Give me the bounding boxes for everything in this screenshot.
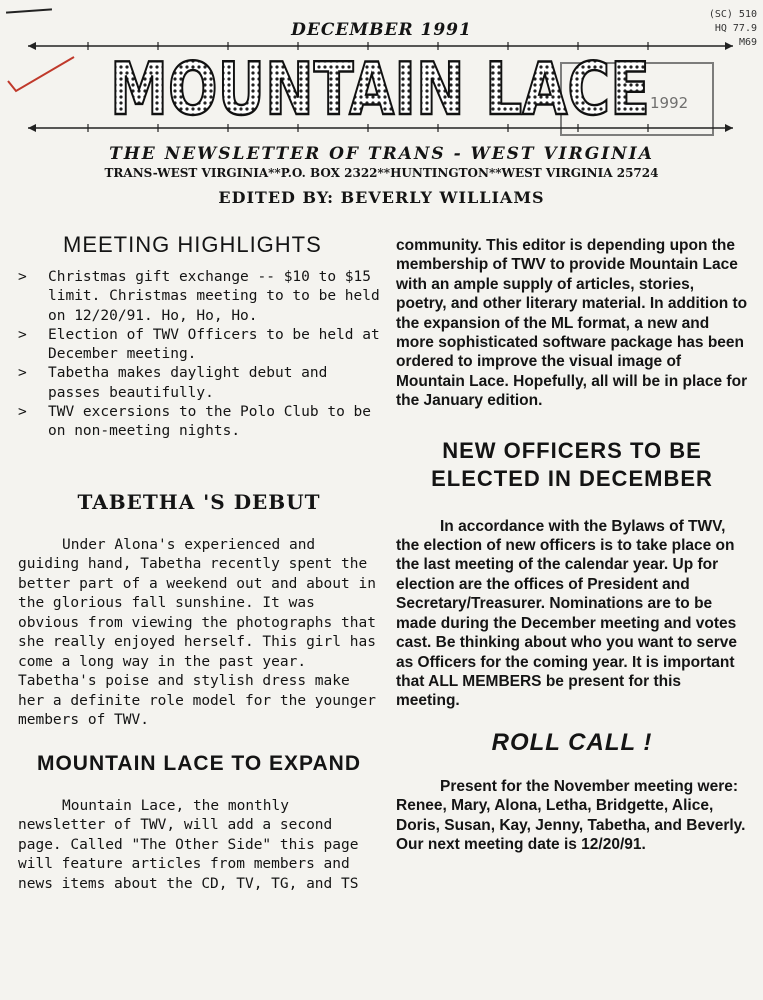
meeting-highlights-heading: MEETING HIGHLIGHTS [63, 232, 322, 257]
masthead-title: MOUNTAIN LACE [110, 47, 650, 130]
highlight-item [18, 326, 380, 365]
tabetha-debut-body: Under Alona's experienced and guiding hand, Tabetha recently spent the better part of a weekend out and about in the glorious fall sunshine. It was obvious from viewing the photographs that she really enjoyed herself. This girl has come a long way in the past year. Tabetha's poise and stylish dress make her a definite role model for the younger members of TWV. [18, 536, 376, 729]
stamp-year: 1992 [650, 94, 689, 112]
newsletter-subtitle: THE NEWSLETTER OF TRANS - WEST VIRGINIA [109, 144, 654, 164]
right-column [396, 236, 748, 854]
roll-call-body: Present for the November meeting were: Renee, Mary, Alona, Letha, Bridgette, Alice, Doris, Susan, Kay, Jenny, Tabetha, and Beverly. Our next meeting date is 12/20/91. [396, 777, 746, 853]
expand-body: Mountain Lace, the monthly newsletter of TWV, will add a second page. Called "The Other Side" this page will feature articles from members and news items about the CD, TV, TG, and TS [18, 797, 359, 892]
highlights-list [18, 268, 380, 442]
bullet-marker: > [18, 269, 27, 285]
red-check-mark [6, 55, 76, 95]
highlight-text: Christmas gift exchange -- $10 to $15 limit. Christmas meeting to to be held on 12/20/91. Ho, Ho, Ho. [48, 269, 380, 324]
new-officers-body: In accordance with the Bylaws of TWV, the election of new officers is to take place on the last meeting of the calendar year. Up for election are the offices of President and Secretary/Treasurer. Nominations are to be made during the December meeting and votes cast. Be thinking about who you want to serve as Officers for the coming year. It is important that ALL MEMBERS be present for this meeting. [396, 517, 738, 710]
highlight-text: Election of TWV Officers to be held at December meeting. [48, 326, 380, 363]
mailing-address: TRANS-WEST VIRGINIA**P.O. BOX 2322**HUNTINGTON**WEST VIRGINIA 25724 [104, 166, 659, 180]
editor-line: EDITED BY: BEVERLY WILLIAMS [218, 188, 545, 207]
roll-call-heading: ROLL CALL ! [491, 728, 653, 756]
issue-date: DECEMBER 1991 [291, 20, 472, 40]
left-column [18, 232, 380, 894]
bullet-marker: > [18, 404, 27, 421]
new-officers-heading: NEW OFFICERS TO BE ELECTED IN DECEMBER [431, 437, 713, 491]
archive-line-2: HQ 77.9 [714, 23, 757, 34]
bottom-arrow-rule [28, 122, 733, 134]
expand-heading: MOUNTAIN LACE TO EXPAND [36, 751, 361, 775]
highlight-text: Tabetha makes daylight debut and passes beautifully. [48, 365, 328, 401]
bullet-marker: > [18, 365, 27, 382]
masthead-logo [100, 46, 660, 130]
highlight-item [18, 403, 380, 442]
archive-line-1: (SC) 510 [708, 9, 757, 20]
pen-stroke [6, 8, 52, 13]
highlight-item [18, 268, 380, 326]
expand-continued-body: community. This editor is depending upon the membership of TWV to provide Mountain Lace with an ample supply of articles, stories, poetry, and other literary material. In addition to the expansion of the ML format, a new and more sophisticated software package has been ordered to improve the visual image of Mountain Lace. Hopefully, all will be in place for the January edition. [396, 237, 748, 410]
highlight-item [18, 364, 380, 403]
tabetha-debut-heading: TABETHA 'S DEBUT [77, 489, 321, 514]
highlight-text: TWV excersions to the Polo Club to be on non-meeting nights. [48, 404, 372, 440]
archive-line-3: M69 [738, 37, 757, 48]
bullet-marker: > [18, 326, 27, 343]
